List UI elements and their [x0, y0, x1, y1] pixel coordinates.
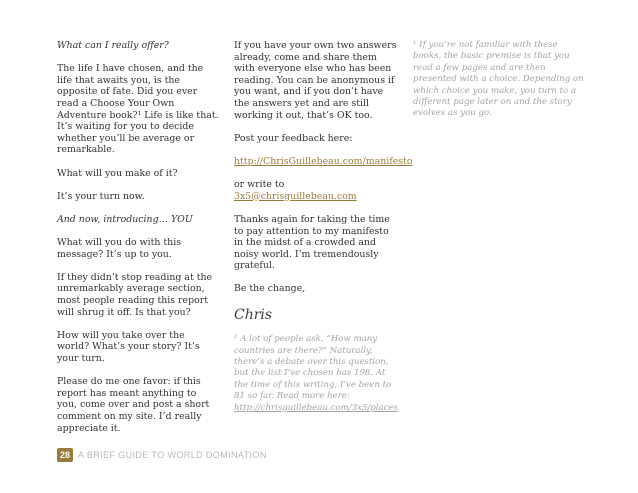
closing-line: Be the change,: [234, 283, 306, 295]
footnote-1: ¹ If you’re not familiar with these books, the basic premise is that you read a few pages and are then presented with a choice. Depending on which choice you make, you turn to a different page later on and the story evolves as you go.: [413, 40, 584, 119]
left-column: [57, 40, 219, 446]
paragraph: The life I have chosen, and the life that awaits you, is the opposite of fate. Did you ever read a Choose Your Own Adventure book?¹ Life is like that. It’s waiting for you to decide whether you’ll be average or remarkable.: [57, 63, 219, 156]
section-heading: And now, introducing… YOU: [57, 213, 193, 225]
paragraph: If they didn’t stop reading at the unremarkably average section, most people reading this report will shrug it off. Is that you?: [57, 271, 213, 318]
manifesto-link[interactable]: http://ChrisGuillebeau.com/manifesto: [234, 155, 413, 167]
page-number: 28: [57, 448, 73, 462]
paragraph: Thanks again for taking the time to pay attention to my manifesto in the midst of a crowded and noisy world. I’m tremendously grateful.: [234, 213, 390, 272]
footer-title: A BRIEF GUIDE TO WORLD DOMINATION: [78, 450, 267, 460]
middle-column: [234, 40, 413, 426]
paragraph: Please do me one favor: if this report has meant anything to you, come over and post a short comment on my site. I’d really appreciate it.: [57, 376, 210, 434]
paragraph: Post your feedback here:: [234, 132, 353, 144]
paragraph: What will you do with this message? It’s up to you.: [57, 237, 182, 260]
paragraph: If you have your own two answers already, come and share them with everyone else who has been reading. You can be anonymous if you want, and if you don’t have the answers yet and are still working it out, that’s OK too.: [234, 40, 397, 121]
paragraph: or write to: [234, 179, 285, 191]
signature: Chris: [234, 306, 273, 323]
section-heading: What can I really offer?: [57, 40, 169, 51]
right-column: [413, 40, 588, 131]
paragraph: How will you take over the world? What’s your story? It’s your turn.: [57, 329, 200, 365]
footnote-2: [234, 334, 400, 414]
email-link[interactable]: 3x5@chrisguillebeau.com: [234, 190, 357, 202]
paragraph: It’s your turn now.: [57, 190, 145, 202]
footnote-text: ² A lot of people ask, “How many countries are there?” Naturally, there’s a debate over this question, but the list I’ve chosen has 198. At the time of this writing, I’ve been to 81 so far. Read more here:: [234, 334, 392, 402]
places-link[interactable]: http://chrisguillebeau.com/3x5/places: [234, 402, 398, 413]
page-footer: [57, 448, 267, 462]
paragraph: What will you make of it?: [57, 167, 178, 179]
